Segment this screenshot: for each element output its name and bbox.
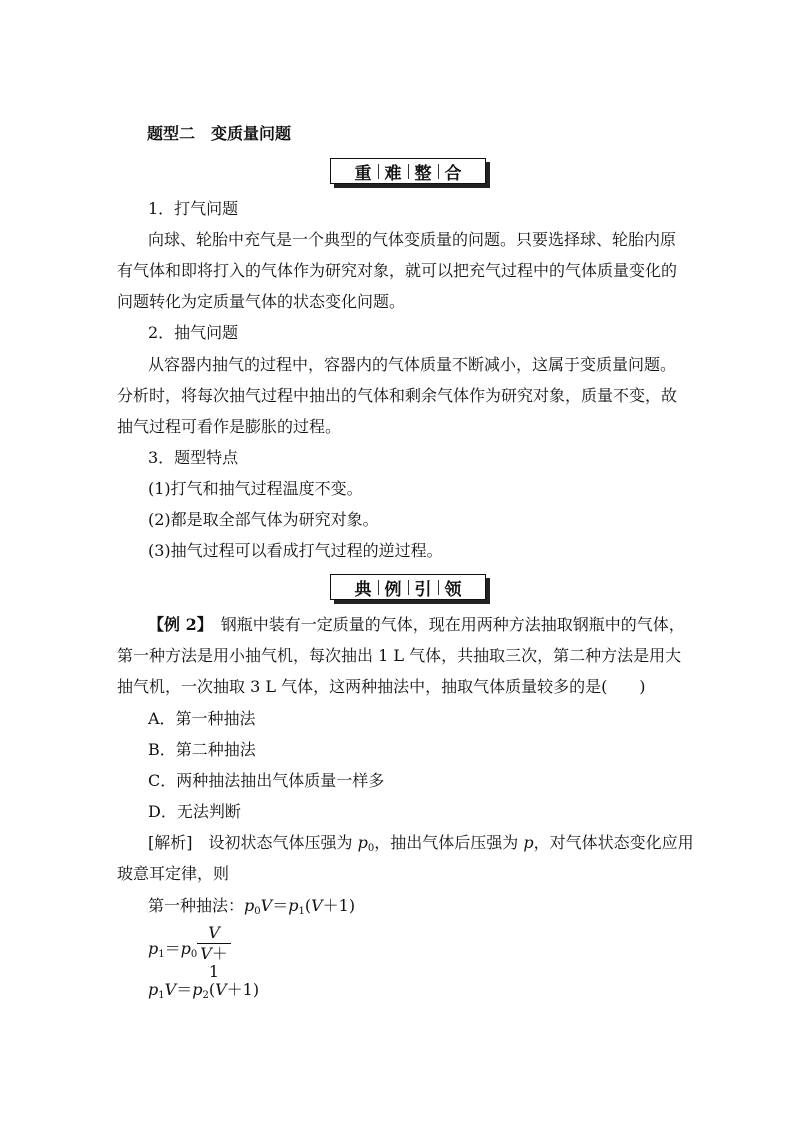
banner-examples bbox=[330, 574, 490, 604]
paragraph-line: 抽气过程可看作是膨胀的过程。 bbox=[117, 417, 342, 436]
example-question-line: 第一种方法是用小抽气机，每次抽出 1 L 气体，共抽取三次，第二种方法是用大 bbox=[117, 646, 682, 665]
option-a: A．第一种抽法 bbox=[148, 709, 256, 728]
feature-item: (2)都是取全部气体为研究对象。 bbox=[148, 510, 379, 529]
math-p: p bbox=[523, 833, 534, 852]
math-p0: p bbox=[357, 833, 368, 852]
example-question-line bbox=[148, 615, 685, 635]
option-d: D．无法判断 bbox=[148, 802, 241, 821]
feature-item: (1)打气和抽气过程温度不变。 bbox=[148, 479, 363, 498]
example-question-line: 抽气机，一次抽取 3 L 气体，这两种抽法中，抽取气体质量较多的是( ) bbox=[117, 677, 646, 696]
option-c: C．两种抽法抽出气体质量一样多 bbox=[148, 771, 385, 790]
equation-method1: 第一种抽法：$p_0V=p_1(V+1)$ bbox=[148, 896, 356, 917]
banner-char: 重 bbox=[354, 163, 372, 184]
analysis-line bbox=[148, 833, 694, 853]
heading-features: 3．题型特点 bbox=[148, 448, 239, 467]
banner-char: 典 bbox=[354, 579, 372, 600]
banner-char: 合 bbox=[444, 163, 462, 184]
fraction-v-over-v-plus-1 bbox=[197, 924, 231, 981]
heading-extraction: 2．抽气问题 bbox=[148, 323, 239, 342]
banner-separator bbox=[408, 164, 409, 179]
banner-separator bbox=[378, 580, 379, 595]
banner-separator bbox=[438, 580, 439, 595]
section-title: 题型二 变质量问题 bbox=[147, 124, 292, 143]
paragraph-line: 问题转化为定质量气体的状态变化问题。 bbox=[117, 292, 406, 311]
analysis-tag: [解析] bbox=[148, 833, 193, 852]
analysis-text: ，对气体状态变化应用 bbox=[533, 833, 694, 852]
analysis-line: 玻意耳定律，则 bbox=[117, 864, 230, 883]
banner-char: 例 bbox=[384, 579, 402, 600]
math-subscript: 0 bbox=[367, 843, 375, 854]
banner-separator bbox=[438, 164, 439, 179]
equation-p1v: $p_1V=p_2(V+1)$ bbox=[148, 980, 260, 1001]
banner-char: 领 bbox=[444, 579, 462, 600]
banner-separator bbox=[378, 164, 379, 179]
example-tag: 【例 2】 bbox=[148, 615, 205, 634]
feature-item: (3)抽气过程可以看成打气过程的逆过程。 bbox=[148, 541, 443, 560]
banner-char: 整 bbox=[414, 163, 432, 184]
banner-char: 难 bbox=[384, 163, 402, 184]
paragraph-line: 有气体和即将打入的气体作为研究对象，就可以把充气过程中的气体质量变化的 bbox=[117, 261, 678, 280]
heading-inflation: 1．打气问题 bbox=[148, 199, 239, 218]
analysis-text: ，抽出气体后压强为 bbox=[374, 833, 524, 852]
banner-box bbox=[330, 158, 486, 184]
equation-p1: $p_1=p_0$ bbox=[148, 939, 198, 960]
banner-char: 引 bbox=[414, 579, 432, 600]
banner-box bbox=[330, 574, 486, 600]
analysis-text: 设初状态气体压强为 bbox=[208, 833, 358, 852]
example-text: 钢瓶中装有一定质量的气体，现在用两种方法抽取钢瓶中的气体， bbox=[220, 615, 685, 634]
method1-label: 第一种抽法： bbox=[148, 896, 245, 915]
banner-key-points bbox=[330, 158, 490, 188]
option-b: B．第二种抽法 bbox=[148, 740, 256, 759]
paragraph-line: 分析时，将每次抽气过程中抽出的气体和剩余气体作为研究对象，质量不变，故 bbox=[117, 386, 678, 405]
paragraph-line: 从容器内抽气的过程中，容器内的气体质量不断减小，这属于变质量问题。 bbox=[148, 355, 677, 374]
banner-separator bbox=[408, 580, 409, 595]
fraction-denominator: V＋1 bbox=[200, 944, 228, 981]
fraction-numerator: V bbox=[208, 923, 220, 942]
paragraph-line: 向球、轮胎中充气是一个典型的气体变质量的问题。只要选择球、轮胎内原 bbox=[148, 230, 677, 249]
